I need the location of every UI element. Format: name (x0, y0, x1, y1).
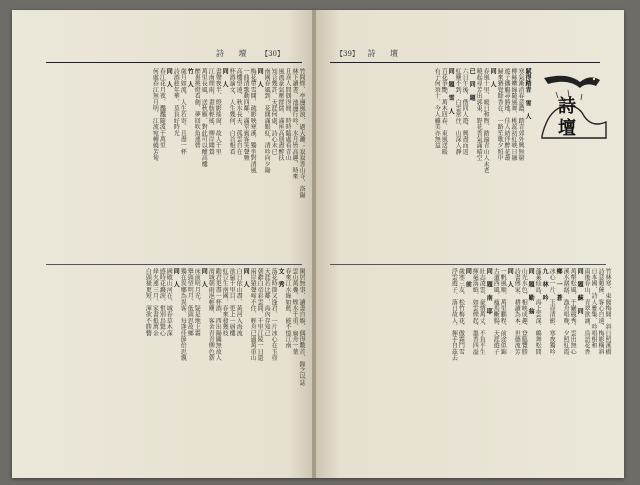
poem-heading: 同 題 雪 人 (447, 68, 455, 115)
text-column: 詩意頻催、客心自遠、梅影橫斜 (597, 268, 605, 355)
text-column: 落花時節又逢君、一片冰心在玉壺 (270, 268, 278, 361)
text-column: 紅塵不到、白雲常住、山深人靜 (454, 68, 462, 155)
left-page (12, 10, 312, 478)
poem-heading: 同 人 (221, 68, 229, 88)
text-column: 六日午後、偕同人遊、興盡而返 (461, 68, 469, 155)
text-column: 欲窮千里目、更上一層樓 (228, 268, 236, 337)
text-column: 南國春風到、花開滿眼紅、清吟向夕陽 (263, 68, 271, 174)
poem-heading: 鄉 一 蒼 (555, 268, 563, 301)
text-column: 柳絲嫩綠隨風舞、桃蕊初紅映日融 (510, 68, 518, 161)
text-column: 感時花濺淚、恨別鳥驚心 (158, 268, 166, 337)
poem-heading: 同 題 勤 翁 (527, 268, 535, 315)
text-column: 遊子攜觴尋勝地、佳人結伴醉花叢 (503, 68, 511, 161)
text-column: 冰心一片、玉壺清影、寒夜獨吟 (548, 268, 556, 355)
text-column: 林下讀書、池邊行吟、水月皆高趣、時來 (291, 68, 299, 180)
poem-heading: 同 前 (464, 268, 472, 288)
poem-heading: 同 人 (200, 268, 208, 288)
text-column: 蓬萊仙島、海上雲深、鶴舞松間 (534, 268, 542, 355)
text-column: 渭城朝雨浥輕塵、客舍青青柳色新 (207, 268, 215, 361)
text-column: 何處春江無月明、江流宛轉繞芳甸 (151, 68, 159, 161)
left-lower-text-band (46, 268, 304, 460)
text-column: 溪水潺潺、漁舟唱晚、夕照紅霞 (562, 268, 570, 355)
badge-title: 詩壇 (555, 96, 576, 140)
text-column: 壯志凌雲、豪情萬丈、不負平生 (478, 268, 486, 355)
text-column: 山光水色、相映成趣、登臨覽勝 (520, 268, 528, 355)
text-column: 江南煙雨、畫舫輕搖、柳岸聞鶯 (207, 68, 215, 155)
text-column: 知音幾許、天涯何處、詩心未已 (270, 68, 278, 155)
poem-heading: 同 人 (242, 268, 250, 288)
text-column: 春風十里、暖日和煦、踏遍青山人未老 (482, 68, 490, 174)
right-running-head-title: 詩 壇 (367, 49, 405, 58)
right-page (316, 10, 624, 478)
right-header-rule (330, 62, 600, 63)
text-column: 烽火連三月、家書抵萬金 (151, 268, 159, 337)
text-column: 日本國、詩人雅集、吟唱相和 (590, 268, 598, 349)
text-column: 高樓望遠、秋水長天、孤雲自在 (235, 68, 243, 155)
poem-heading: 同 題 蘇 同 (576, 268, 584, 315)
right-lower-text-band (330, 268, 610, 460)
text-column: 詩酒趁年華、莫負好時光 (172, 68, 180, 137)
text-column: 詩書傳家、耕讀為本、世德流芳 (513, 268, 521, 355)
poem-heading: 同 人 (506, 268, 514, 288)
text-column: 古道西風、瘦馬斷腸、天涯遊子 (492, 268, 500, 355)
text-column: 閑居無事、讀書自娛、偶得數首、錄之以誌 (298, 268, 305, 386)
text-column: 萬里長風、送秋雁、對此可以酣高樓 (200, 68, 208, 168)
poem-heading: 同 人 (165, 68, 173, 88)
text-column: 床前明月光、疑是地上霜 (193, 268, 201, 337)
left-upper-text-band (46, 68, 304, 260)
left-running-head (200, 48, 300, 60)
poem-heading: 賦得踏青 雪 人 (524, 68, 531, 120)
text-column: 雨後春山、青翠欲滴、鳥語花香 (583, 268, 591, 355)
poem-heading: 竹 人 (186, 68, 194, 88)
poem-heading: 同 人 (256, 68, 264, 88)
text-column: 曉起尋芳出郭東、野花香氣滿晴空 (475, 68, 483, 161)
text-column: 勸君更盡一杯酒、西出陽關無故人 (214, 268, 222, 361)
text-column: 國破山河在、城春草木深 (165, 268, 173, 337)
left-header-rule (46, 62, 302, 63)
text-column: 歸來猶覺餘香在、一路笙歌夕照中 (496, 68, 504, 161)
book-scan (12, 10, 624, 478)
text-column: 竹林寒、東閣梅開、斜日照溪橋 (604, 268, 611, 355)
text-column: 寒氣漸消春意濃、踏青郊外興無窮 (517, 68, 525, 161)
right-page-number: 【39】 (336, 50, 359, 58)
text-column: 一曲清歌動四鄰、滿堂賓客笑聲頻 (242, 68, 250, 161)
text-column: 一帆風順、萬里鵬程、前途似錦 (499, 268, 507, 355)
text-column: 竹間煙、亭邊風浪、過大灘；寂寂香山寺、洛陽 (298, 68, 305, 199)
text-column: 萬壑松風、千巖競秀、雲出無心 (569, 268, 577, 355)
text-column: 兩岸猿聲啼不住、輕舟已過萬重山 (249, 268, 257, 361)
poem-heading: 同 人 (489, 68, 497, 88)
text-column: 紅豆生南國、春來發幾枝 (221, 268, 229, 337)
poem-heading: 同 人 (172, 268, 180, 288)
text-column: 天涯若比鄰、海內存知己 (263, 268, 271, 337)
text-column: 白頭搔更短、渾欲不勝簪 (144, 268, 152, 337)
text-column: 書聲夜半、燈影搖窗、故人千里 (214, 68, 222, 155)
left-divider (46, 264, 302, 265)
text-column: 揮毫落紙、如雲煙起、墨香四溢 (471, 268, 479, 355)
text-column: 浮雲遊子、落日故人、揮手自茲去 (450, 268, 458, 361)
right-divider (330, 264, 606, 265)
right-upper-text-band (330, 68, 530, 260)
text-column: 有子何須十、今人雖美亦無益 (433, 68, 441, 149)
poem-heading: 同 題 南 耶 (485, 268, 493, 315)
text-column: 杯酒論文、人生幾何、白首相看 (228, 68, 236, 155)
poetry-column-badge (538, 70, 608, 140)
text-column: 百花爭艷、萬木回春、東風送暖 (440, 68, 448, 155)
left-running-head-title: 詩 壇 (215, 49, 253, 58)
text-column: 風流豪氣壓群儒、滿座高朋盡醉扶 (277, 68, 285, 161)
text-column: 梅花帶雪開、疏影映寒溪、獨坐對清風 (249, 68, 257, 174)
poem-heading: 文 秀 (277, 268, 285, 288)
text-column: 春來江水綠如藍、能不憶江南 (284, 268, 292, 349)
text-column: 獨在異鄉為異客、每逢佳節倍思親 (179, 268, 187, 361)
right-running-head (336, 48, 446, 60)
text-column: 歲月如流、人生若寄、且盡一杯 (179, 68, 187, 155)
poem-heading: 已 同 題 (468, 68, 476, 101)
text-column: 舉頭望明月、低頭思故鄉 (186, 268, 194, 337)
text-column: 雲山萬疊、煙水千重、扁舟一葉 (291, 268, 299, 355)
text-column: 且喜人間偶得閒、時時隨處看青山 (284, 68, 292, 161)
text-column: 白日依山盡、黃河入海流 (235, 268, 243, 337)
poem-heading: 九 林 吟 (541, 268, 549, 301)
text-column: 醉裏挑燈看劍、夢回吹角連營 (193, 68, 201, 149)
text-column: 歲寒三友、松竹梅花、傲霜鬥雪 (457, 268, 465, 355)
text-column: 朝辭白帝彩雲間、千里江陵一日還 (256, 268, 264, 361)
left-page-number: 【30】 (261, 50, 284, 58)
text-column: 春江花月夜、灩灩隨波千萬里 (158, 68, 166, 149)
